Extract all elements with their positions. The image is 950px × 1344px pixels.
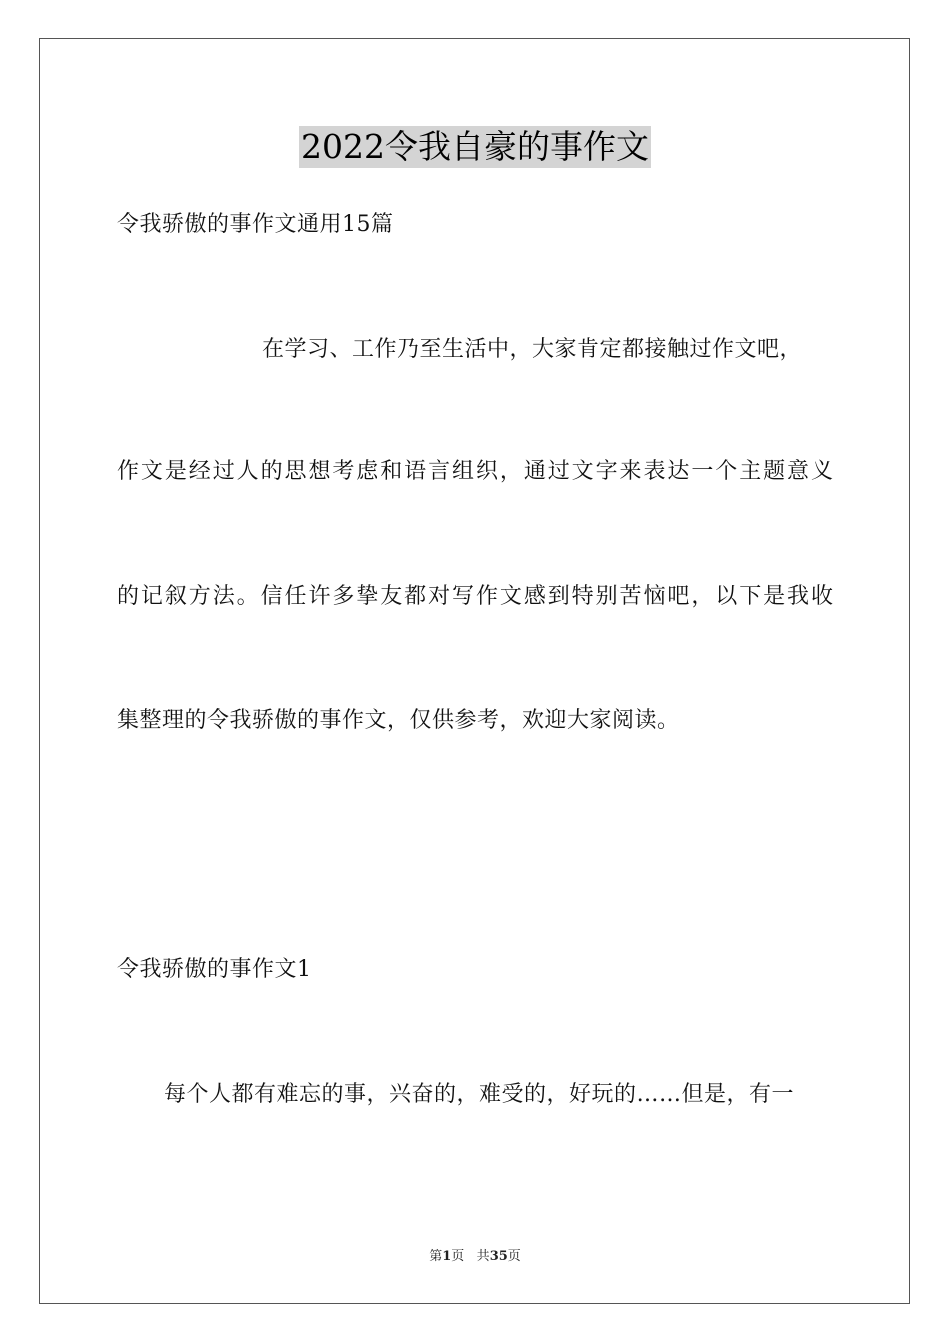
footer-total-prefix: 共 [476, 1249, 490, 1264]
intro-line-3: 的记叙方法。信任许多挚友都对写作文感到特别苦恼吧，以下是我收 [117, 584, 833, 609]
document-title-container [0, 126, 950, 170]
section-heading: 令我骄傲的事作文1 [117, 957, 312, 982]
intro-line-4: 集整理的令我骄傲的事作文，仅供参考，欢迎大家阅读。 [117, 708, 680, 733]
page-footer [0, 1248, 950, 1266]
footer-total-pages: 35 [489, 1249, 508, 1264]
document-subtitle: 令我骄傲的事作文通用15篇 [117, 212, 394, 237]
footer-page-number: 1 [442, 1249, 452, 1264]
footer-page-prefix: 第 [429, 1249, 443, 1264]
intro-line-1: 在学习、工作乃至生活中，大家肯定都接触过作文吧， [262, 337, 803, 362]
document-title: 2022令我自豪的事作文 [301, 127, 649, 166]
footer-total-suffix: 页 [507, 1249, 521, 1264]
footer-page-suffix: 页 [451, 1249, 465, 1264]
section-first-line: 每个人都有难忘的事，兴奋的，难受的，好玩的……但是，有一 [164, 1082, 795, 1107]
intro-line-2: 作文是经过人的思想考虑和语言组织，通过文字来表达一个主题意义 [117, 459, 833, 484]
